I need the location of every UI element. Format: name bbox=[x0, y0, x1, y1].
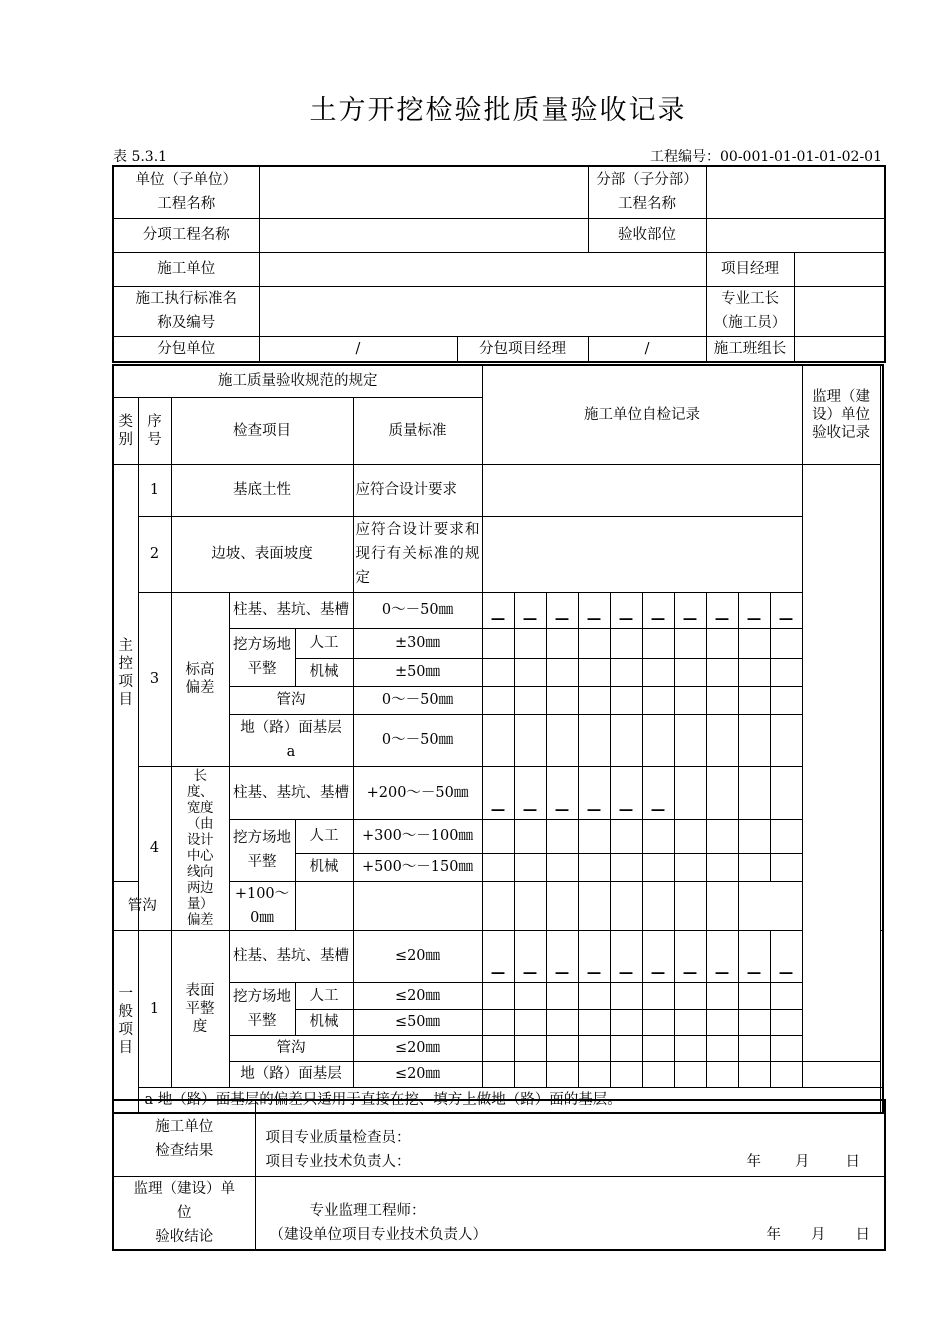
check-result-content[interactable] bbox=[255, 1100, 885, 1176]
check-subitem: 柱基、基坑、基槽 bbox=[229, 592, 353, 628]
check-cell[interactable] bbox=[674, 766, 706, 819]
check-cell[interactable] bbox=[295, 881, 353, 930]
check-cell[interactable] bbox=[674, 714, 706, 766]
check-cell[interactable] bbox=[642, 982, 674, 1009]
quality-standard: ≤20㎜ bbox=[353, 982, 482, 1009]
check-cell[interactable] bbox=[738, 714, 770, 766]
check-cell[interactable] bbox=[610, 1009, 642, 1035]
check-cell[interactable] bbox=[706, 1061, 738, 1087]
check-cell[interactable] bbox=[578, 881, 610, 930]
check-cell[interactable] bbox=[770, 714, 802, 766]
check-subitem: 管沟 bbox=[229, 1035, 353, 1061]
dash-mark: — bbox=[642, 930, 674, 982]
check-cell[interactable] bbox=[482, 628, 514, 658]
check-cell[interactable] bbox=[482, 853, 514, 881]
page-title: 土方开挖检验批质量验收记录 bbox=[309, 95, 687, 126]
method-label: 人工 bbox=[295, 628, 353, 658]
check-cell[interactable] bbox=[674, 1061, 706, 1087]
check-subitem: 管沟 bbox=[229, 686, 353, 714]
supervision-header: 监理（建设）单位验收记录 bbox=[802, 365, 880, 464]
check-cell[interactable] bbox=[514, 658, 546, 686]
engineer-label: 专业监理工程师： bbox=[309, 1203, 426, 1219]
check-cell[interactable] bbox=[578, 1061, 610, 1087]
check-cell[interactable] bbox=[482, 881, 514, 930]
dash-mark: — bbox=[578, 592, 610, 628]
check-cell[interactable] bbox=[610, 853, 642, 881]
check-cell[interactable] bbox=[738, 853, 770, 881]
check-cell[interactable] bbox=[738, 1061, 770, 1087]
check-cell[interactable] bbox=[706, 714, 738, 766]
sub-pm-label: 分包项目经理 bbox=[457, 336, 588, 362]
check-cell[interactable] bbox=[610, 714, 642, 766]
team-lead-value[interactable] bbox=[794, 336, 885, 362]
standard-value[interactable] bbox=[259, 286, 706, 336]
method-label: 机械 bbox=[295, 853, 353, 881]
check-item: 基底土性 bbox=[171, 464, 353, 516]
supervision-cell[interactable] bbox=[880, 930, 883, 1087]
check-cell[interactable] bbox=[770, 766, 802, 819]
check-item: 边坡、表面坡度 bbox=[171, 516, 353, 592]
check-cell[interactable] bbox=[546, 1035, 578, 1061]
check-subitem: 柱基、基坑、基槽 bbox=[229, 766, 353, 819]
check-cell[interactable] bbox=[578, 982, 610, 1009]
quality-standard: 0～－50㎜ bbox=[353, 592, 482, 628]
pm-label: 项目经理 bbox=[706, 252, 794, 286]
check-cell[interactable] bbox=[674, 881, 706, 930]
check-cell[interactable] bbox=[482, 1009, 514, 1035]
check-cell[interactable] bbox=[546, 881, 578, 930]
method-label: 人工 bbox=[295, 819, 353, 853]
check-cell[interactable] bbox=[578, 628, 610, 658]
check-cell[interactable] bbox=[546, 982, 578, 1009]
check-cell[interactable] bbox=[738, 1035, 770, 1061]
foreman-value[interactable] bbox=[794, 286, 885, 336]
check-cell[interactable] bbox=[738, 658, 770, 686]
inspection-table bbox=[112, 364, 884, 1114]
check-cell[interactable] bbox=[546, 714, 578, 766]
row-number: 1 bbox=[138, 464, 171, 516]
check-cell[interactable] bbox=[514, 686, 546, 714]
dash-mark: — bbox=[482, 592, 514, 628]
check-cell[interactable] bbox=[642, 1009, 674, 1035]
dash-mark: — bbox=[674, 592, 706, 628]
check-cell[interactable] bbox=[482, 714, 514, 766]
check-cell[interactable] bbox=[514, 628, 546, 658]
check-cell[interactable] bbox=[546, 628, 578, 658]
check-cell[interactable] bbox=[578, 714, 610, 766]
dash-mark: — bbox=[610, 766, 642, 819]
check-cell[interactable] bbox=[578, 819, 610, 853]
quality-standard: 应符合设计要求 bbox=[353, 464, 482, 516]
quality-standard: +200～－50㎜ bbox=[353, 766, 482, 819]
check-cell[interactable] bbox=[738, 982, 770, 1009]
check-cell[interactable] bbox=[610, 686, 642, 714]
check-cell[interactable] bbox=[674, 819, 706, 853]
row-number: 1 bbox=[138, 930, 171, 1087]
item-name-label: 分项工程名称 bbox=[113, 218, 259, 252]
pm-value[interactable] bbox=[794, 252, 885, 286]
dash-mark: — bbox=[706, 592, 738, 628]
check-cell[interactable] bbox=[706, 686, 738, 714]
category-main: 主控项目 bbox=[113, 464, 138, 881]
check-cell[interactable] bbox=[546, 853, 578, 881]
check-cell[interactable] bbox=[738, 686, 770, 714]
quality-standard: ≤50㎜ bbox=[353, 1009, 482, 1035]
quality-standard: 应符合设计要求和现行有关标准的规定 bbox=[353, 516, 482, 592]
header-info-table bbox=[112, 165, 886, 363]
dash-mark: — bbox=[770, 930, 802, 982]
supervision-date[interactable]: 年 月 日 bbox=[766, 1227, 871, 1243]
col-number: 序号 bbox=[138, 397, 171, 464]
check-cell[interactable] bbox=[642, 853, 674, 881]
dash-mark: — bbox=[706, 930, 738, 982]
check-cell[interactable] bbox=[610, 1061, 642, 1087]
check-cell[interactable] bbox=[578, 853, 610, 881]
check-cell[interactable] bbox=[738, 766, 770, 819]
quality-standard: ±50㎜ bbox=[353, 658, 482, 686]
check-subitem: 地（路）面基层 bbox=[229, 1061, 353, 1087]
conclusion-table bbox=[112, 1099, 886, 1251]
dash-mark: — bbox=[738, 930, 770, 982]
check-cell[interactable] bbox=[610, 658, 642, 686]
foreman-label: 专业工长 （施工员） bbox=[706, 286, 794, 336]
check-cell[interactable] bbox=[610, 881, 642, 930]
check-cell[interactable] bbox=[546, 1009, 578, 1035]
team-lead-label: 施工班组长 bbox=[706, 336, 794, 362]
check-cell[interactable] bbox=[482, 686, 514, 714]
check-cell[interactable] bbox=[674, 628, 706, 658]
supervision-conclusion-content[interactable] bbox=[255, 1176, 885, 1250]
check-cell[interactable] bbox=[706, 819, 738, 853]
dash-mark: — bbox=[738, 592, 770, 628]
check-cell[interactable] bbox=[578, 1009, 610, 1035]
check-cell[interactable] bbox=[546, 686, 578, 714]
check-cell[interactable] bbox=[706, 853, 738, 881]
check-cell[interactable] bbox=[482, 1035, 514, 1061]
check-subitem: 挖方场地平整 bbox=[229, 819, 295, 881]
spec-header: 施工质量验收规范的规定 bbox=[113, 365, 482, 397]
check-cell[interactable] bbox=[674, 1009, 706, 1035]
dash-mark: — bbox=[482, 930, 514, 982]
check-cell[interactable] bbox=[514, 1061, 546, 1087]
check-cell[interactable] bbox=[770, 853, 802, 881]
unit-name-label: 单位（子单位） 工程名称 bbox=[113, 166, 259, 218]
category-general: 一般项目 bbox=[113, 930, 138, 1113]
check-cell[interactable] bbox=[642, 628, 674, 658]
col-item: 检查项目 bbox=[171, 397, 353, 464]
check-cell[interactable] bbox=[578, 1035, 610, 1061]
row-number: 4 bbox=[138, 766, 171, 930]
check-cell[interactable] bbox=[674, 853, 706, 881]
check-cell[interactable] bbox=[706, 881, 738, 930]
check-cell[interactable] bbox=[546, 658, 578, 686]
check-result-label: 施工单位 检查结果 bbox=[113, 1100, 255, 1176]
standard-label: 施工执行标准名 称及编号 bbox=[113, 286, 259, 336]
method-label: 机械 bbox=[295, 658, 353, 686]
check-cell[interactable] bbox=[674, 658, 706, 686]
check-subitem: 挖方场地平整 bbox=[229, 982, 295, 1035]
check-cell[interactable] bbox=[642, 819, 674, 853]
check-cell[interactable] bbox=[610, 982, 642, 1009]
check-cell[interactable] bbox=[482, 1061, 514, 1087]
dash-mark: — bbox=[674, 930, 706, 982]
col-category: 类别 bbox=[113, 397, 138, 464]
accept-part-value[interactable] bbox=[706, 218, 885, 252]
check-cell[interactable] bbox=[642, 658, 674, 686]
check-cell[interactable] bbox=[514, 1035, 546, 1061]
check-cell[interactable] bbox=[706, 766, 738, 819]
owner-label: （建设单位项目专业技术负责人） bbox=[269, 1227, 487, 1243]
check-cell[interactable] bbox=[674, 686, 706, 714]
supervision-conclusion-label: 监理（建设）单 位 验收结论 bbox=[113, 1176, 255, 1250]
check-cell[interactable] bbox=[770, 658, 802, 686]
quality-standard: +100～0㎜ bbox=[229, 881, 295, 930]
subcontractor-value[interactable]: / bbox=[259, 336, 457, 362]
check-cell[interactable] bbox=[642, 881, 674, 930]
quality-standard: +500～－150㎜ bbox=[353, 853, 482, 881]
check-cell[interactable] bbox=[514, 853, 546, 881]
subcontractor-label: 分包单位 bbox=[113, 336, 259, 362]
self-check-header: 施工单位自检记录 bbox=[482, 365, 802, 464]
table-number: 表 5.3.1 bbox=[113, 149, 168, 165]
check-cell[interactable] bbox=[482, 982, 514, 1009]
dash-mark: — bbox=[770, 592, 802, 628]
dash-mark: — bbox=[514, 592, 546, 628]
check-cell[interactable] bbox=[674, 982, 706, 1009]
accept-part-label: 验收部位 bbox=[588, 218, 706, 252]
check-subitem: 挖方场地平整 bbox=[229, 628, 295, 686]
check-cell[interactable] bbox=[610, 1035, 642, 1061]
self-check-cell[interactable] bbox=[482, 464, 802, 516]
quality-standard: 0～－50㎜ bbox=[353, 714, 482, 766]
supervision-cell[interactable] bbox=[802, 464, 880, 1061]
check-cell[interactable] bbox=[546, 819, 578, 853]
dash-mark: — bbox=[514, 930, 546, 982]
check-cell[interactable] bbox=[706, 982, 738, 1009]
check-cell[interactable] bbox=[770, 982, 802, 1009]
check-cell[interactable] bbox=[514, 881, 546, 930]
unit-name-value[interactable] bbox=[259, 166, 588, 218]
constructor-value[interactable] bbox=[259, 252, 706, 286]
check-cell[interactable] bbox=[546, 1061, 578, 1087]
row-number: 2 bbox=[138, 516, 171, 592]
check-cell[interactable] bbox=[770, 1035, 802, 1061]
footnote: a 地（路）面基层的偏差只适用于直接在挖、填方上做地（路）面的基层。 bbox=[138, 1087, 880, 1113]
dash-mark: — bbox=[546, 766, 578, 819]
check-cell[interactable] bbox=[514, 714, 546, 766]
quality-standard: ≤20㎜ bbox=[353, 1061, 482, 1087]
dash-mark: — bbox=[610, 930, 642, 982]
method-label: 人工 bbox=[295, 982, 353, 1009]
check-cell[interactable] bbox=[770, 1009, 802, 1035]
dash-mark: — bbox=[482, 766, 514, 819]
self-check-cell[interactable] bbox=[482, 516, 802, 592]
dash-mark: — bbox=[578, 766, 610, 819]
dash-mark: — bbox=[610, 592, 642, 628]
check-cell[interactable] bbox=[642, 714, 674, 766]
check-group: 标高偏差 bbox=[171, 592, 229, 766]
check-cell[interactable] bbox=[610, 819, 642, 853]
check-group: 长度、宽度（由设计中心线向两边量）偏差 bbox=[171, 766, 229, 930]
method-label: 机械 bbox=[295, 1009, 353, 1035]
check-cell[interactable] bbox=[514, 982, 546, 1009]
dash-mark: — bbox=[642, 766, 674, 819]
check-group: 表面平整度 bbox=[171, 930, 229, 1087]
project-code: 工程编号：00-001-01-01-01-02-01 bbox=[650, 149, 882, 165]
check-date[interactable]: 年 月 日 bbox=[746, 1153, 861, 1170]
check-cell[interactable] bbox=[770, 819, 802, 853]
dash-mark: — bbox=[578, 930, 610, 982]
check-cell[interactable] bbox=[514, 819, 546, 853]
dash-mark: — bbox=[514, 766, 546, 819]
item-name-value[interactable] bbox=[259, 218, 588, 252]
col-standard: 质量标准 bbox=[353, 397, 482, 464]
quality-standard: ±30㎜ bbox=[353, 628, 482, 658]
check-subitem: 地（路）面基层 a bbox=[229, 714, 353, 766]
check-cell[interactable] bbox=[610, 628, 642, 658]
quality-standard: ≤20㎜ bbox=[353, 930, 482, 982]
check-cell[interactable] bbox=[770, 628, 802, 658]
check-cell[interactable] bbox=[738, 1009, 770, 1035]
check-cell[interactable] bbox=[642, 1061, 674, 1087]
check-cell[interactable] bbox=[738, 628, 770, 658]
check-cell[interactable] bbox=[482, 819, 514, 853]
dash-mark: — bbox=[642, 592, 674, 628]
check-cell[interactable] bbox=[706, 658, 738, 686]
check-cell[interactable] bbox=[706, 628, 738, 658]
check-cell[interactable] bbox=[674, 1035, 706, 1061]
quality-standard: ≤20㎜ bbox=[353, 1035, 482, 1061]
sub-pm-value[interactable]: / bbox=[588, 336, 706, 362]
check-cell[interactable] bbox=[353, 881, 482, 930]
check-cell[interactable] bbox=[706, 1009, 738, 1035]
check-cell[interactable] bbox=[770, 686, 802, 714]
check-cell[interactable] bbox=[578, 686, 610, 714]
check-cell[interactable] bbox=[514, 1009, 546, 1035]
check-cell[interactable] bbox=[706, 1035, 738, 1061]
check-cell[interactable] bbox=[482, 658, 514, 686]
dash-mark: — bbox=[546, 592, 578, 628]
check-cell[interactable] bbox=[770, 1061, 802, 1087]
sub-division-label: 分部（子分部） 工程名称 bbox=[588, 166, 706, 218]
sub-division-value[interactable] bbox=[706, 166, 885, 218]
dash-mark: — bbox=[546, 930, 578, 982]
quality-standard: +300～－100㎜ bbox=[353, 819, 482, 853]
check-cell[interactable] bbox=[642, 686, 674, 714]
check-subitem: 管沟 bbox=[113, 881, 171, 930]
row-number: 3 bbox=[138, 592, 171, 766]
check-subitem: 柱基、基坑、基槽 bbox=[229, 930, 353, 982]
constructor-label: 施工单位 bbox=[113, 252, 259, 286]
quality-standard: 0～－50㎜ bbox=[353, 686, 482, 714]
check-cell[interactable] bbox=[738, 819, 770, 853]
tech-lead-label: 项目专业技术负责人： bbox=[265, 1153, 411, 1170]
check-cell[interactable] bbox=[642, 1035, 674, 1061]
inspector-label: 项目专业质量检查员： bbox=[265, 1129, 411, 1146]
check-cell[interactable] bbox=[578, 658, 610, 686]
